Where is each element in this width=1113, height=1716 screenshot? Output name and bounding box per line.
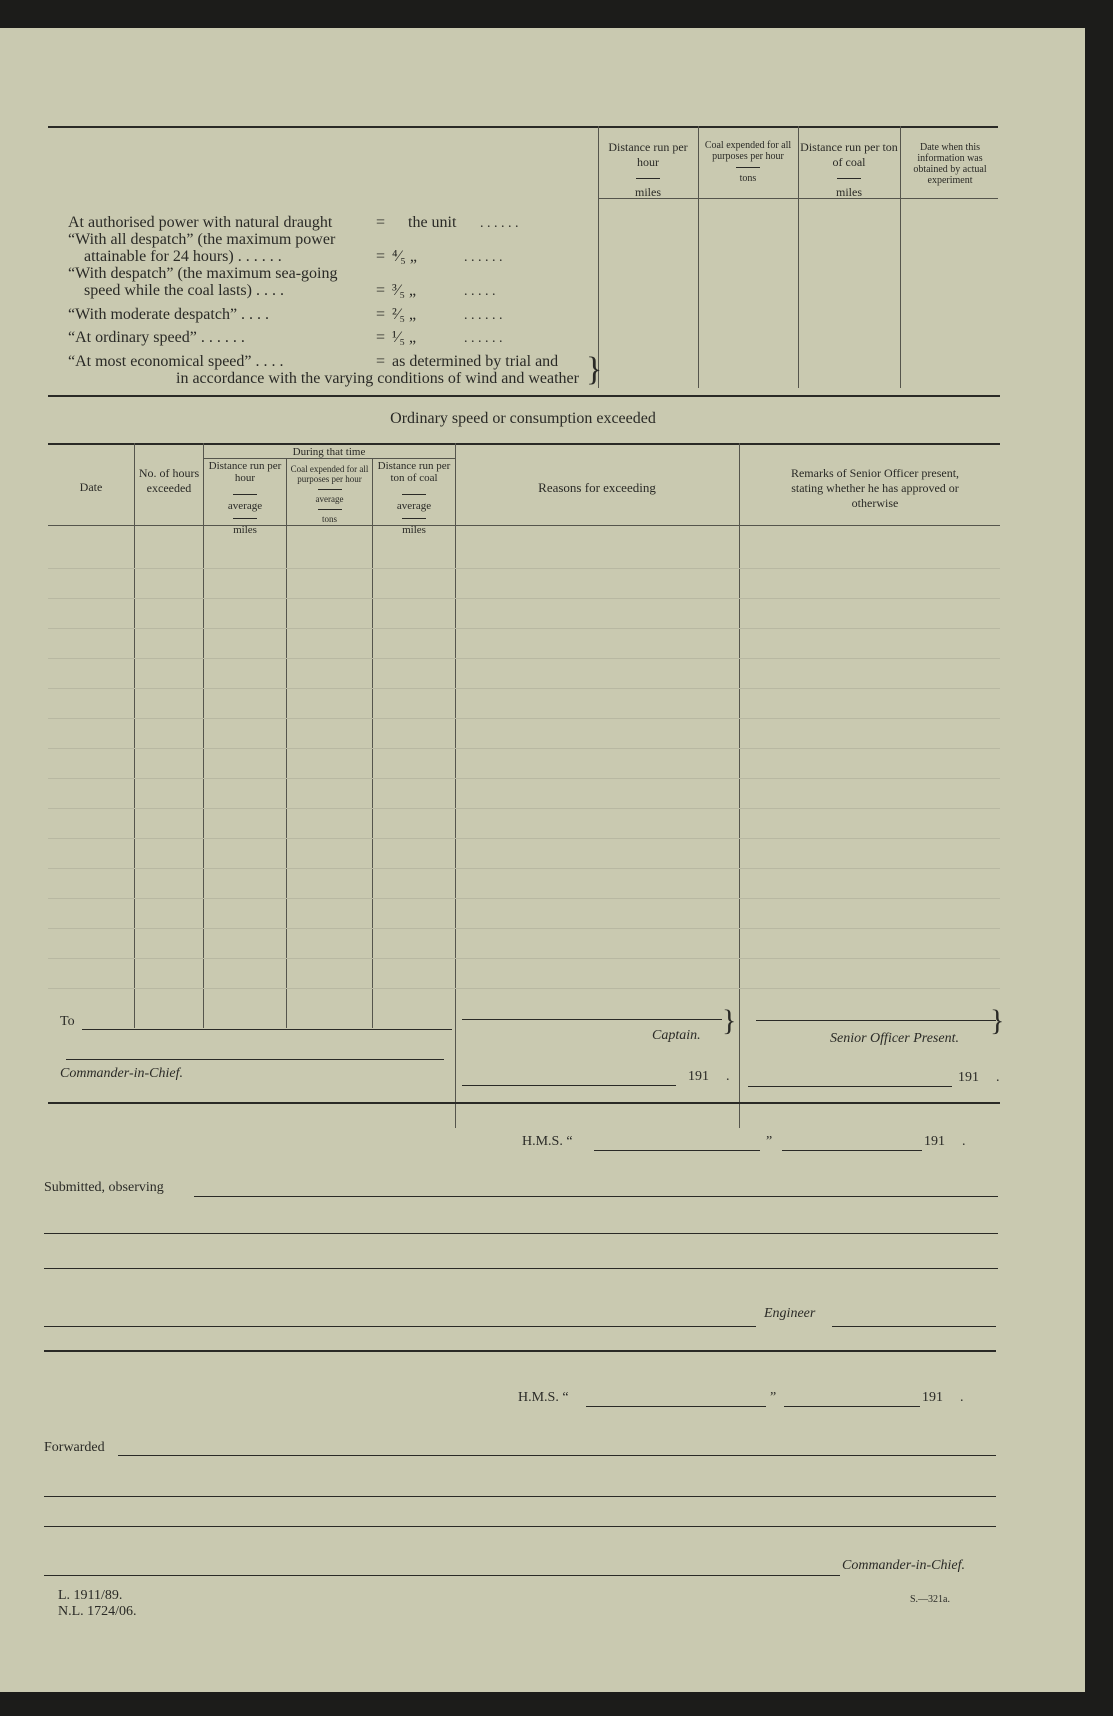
row-value: ³⁄₅ „ <box>392 282 417 299</box>
engineer-label: Engineer <box>764 1306 816 1321</box>
row-value: ¹⁄₅ „ <box>392 329 417 346</box>
col-divider <box>598 126 599 388</box>
commander-in-chief-label: Commander-in-Chief. <box>842 1558 965 1573</box>
col-divider <box>739 443 740 1128</box>
row-value: as determined by trial and <box>392 353 559 370</box>
row-economical-speed: “At most economical speed” . . . . <box>68 353 284 370</box>
col-remarks: Remarks of Senior Officer present, stating whether he has approved or otherwise <box>790 466 960 510</box>
col-divider <box>286 458 287 1028</box>
submitted-line[interactable] <box>44 1326 756 1327</box>
submitted-line[interactable] <box>44 1268 998 1269</box>
captain-date-line <box>462 1085 676 1086</box>
ship-name-line[interactable] <box>594 1150 760 1151</box>
ruled-line <box>48 958 1000 959</box>
date-line[interactable] <box>784 1406 920 1407</box>
header-distance-per-hour: Distance run per hour miles <box>608 140 688 199</box>
row-moderate-despatch: “With moderate despatch” . . . . <box>68 306 270 323</box>
ruled-line <box>48 808 1000 809</box>
row-eq: = <box>376 306 386 323</box>
forwarded-label: Forwarded <box>44 1440 105 1455</box>
to-line <box>82 1029 452 1030</box>
row-dots: . . . . . . <box>480 216 519 231</box>
submitted-line[interactable] <box>194 1196 998 1197</box>
quote-close: ” <box>766 1134 773 1149</box>
header-date-experiment: Date when this information was obtained by actual experiment <box>913 142 987 186</box>
row-despatch-cont: speed while the coal lasts) . . . . <box>84 282 284 299</box>
year: 191 <box>924 1134 945 1149</box>
row-ordinary-speed: “At ordinary speed” . . . . . . <box>68 329 245 346</box>
period: . <box>962 1134 966 1149</box>
ruled-line <box>48 598 1000 599</box>
ruled-line <box>48 658 1000 659</box>
row-despatch: “With despatch” (the maximum sea-going <box>68 265 338 282</box>
row-dots: . . . . . . <box>464 331 503 346</box>
row-all-despatch: “With all despatch” (the maximum power <box>68 231 336 248</box>
top-rule <box>48 126 998 128</box>
row-eq: = <box>376 214 386 231</box>
col-divider <box>698 126 699 388</box>
to-line-2 <box>66 1059 444 1060</box>
section-title: Ordinary speed or consumption exceeded <box>390 410 656 427</box>
date-line[interactable] <box>782 1150 922 1151</box>
row-dots: . . . . . <box>464 284 496 299</box>
submitted-bottom-rule <box>44 1350 996 1352</box>
sop-signature-line <box>756 1020 996 1021</box>
col-reasons: Reasons for exceeding <box>538 480 656 495</box>
row-eq: = <box>376 329 386 346</box>
to-label: To <box>60 1014 75 1029</box>
ruled-line <box>48 778 1000 779</box>
ruled-line <box>48 838 1000 839</box>
col-divider <box>455 443 456 1128</box>
header-coal-per-hour: Coal expended for all purposes per hour tons <box>704 140 792 184</box>
col-date: Date <box>79 480 103 494</box>
ruled-line <box>48 748 1000 749</box>
brace-icon: } <box>990 1004 1005 1037</box>
brace-icon: } <box>722 1004 737 1037</box>
ship-name-line[interactable] <box>586 1406 766 1407</box>
row-value: ⁴⁄₅ „ <box>392 248 417 265</box>
row-eq: = <box>376 282 386 299</box>
row-dots: . . . . . . <box>464 250 503 265</box>
group-header-rule <box>203 458 455 459</box>
form-ref-line2: N.L. 1724/06. <box>58 1604 137 1619</box>
ruled-line <box>48 688 1000 689</box>
col-divider <box>372 458 373 1028</box>
quote-close: ” <box>770 1390 777 1405</box>
col-divider <box>900 126 901 388</box>
forwarded-line[interactable] <box>44 1496 996 1497</box>
row-value: ²⁄₅ „ <box>392 306 417 323</box>
row-value: the unit <box>408 214 457 231</box>
hms-label: H.M.S. “ <box>522 1134 573 1149</box>
row-all-despatch-cont: attainable for 24 hours) . . . . . . <box>84 248 282 265</box>
ruled-line <box>48 568 1000 569</box>
forwarded-line[interactable] <box>44 1575 840 1576</box>
form-code: S.—321a. <box>910 1594 950 1605</box>
year: 191 <box>922 1390 943 1405</box>
col-divider <box>798 126 799 388</box>
col-distance-per-ton: Distance run per ton of coal average miles <box>377 460 451 536</box>
captain-label: Captain. <box>652 1028 701 1043</box>
col-divider <box>203 443 204 1028</box>
submitted-line[interactable] <box>44 1233 998 1234</box>
group-header: During that time <box>292 446 366 458</box>
ruled-line <box>48 898 1000 899</box>
row-economical-cont: in accordance with the varying conditions of wind and weather <box>176 370 579 387</box>
ruled-line <box>48 928 1000 929</box>
submitted-observing-label: Submitted, observing <box>44 1180 164 1195</box>
header-distance-per-ton: Distance run per ton of coal miles <box>800 140 898 199</box>
col-coal-per-hour: Coal expended for all purposes per hour average tons <box>290 464 369 524</box>
col-distance-per-hour: Distance run per hour average miles <box>208 460 282 536</box>
col-divider <box>134 443 135 1028</box>
period: . <box>960 1390 964 1405</box>
forwarded-line[interactable] <box>118 1455 996 1456</box>
forwarded-line[interactable] <box>44 1526 996 1527</box>
hms-label: H.M.S. “ <box>518 1390 569 1405</box>
senior-officer-label: Senior Officer Present. <box>830 1031 959 1046</box>
exceed-header-rule <box>48 525 1000 526</box>
exceed-top-rule <box>48 443 1000 445</box>
captain-year: 191 <box>688 1069 709 1084</box>
period: . <box>726 1069 730 1084</box>
row-eq: = <box>376 248 386 265</box>
row-dots: . . . . . . <box>464 308 503 323</box>
engineer-signature-line[interactable] <box>832 1326 996 1327</box>
col-hours-exceeded: No. of hours exceeded <box>138 466 200 495</box>
ruled-line <box>48 868 1000 869</box>
commander-in-chief-label: Commander-in-Chief. <box>60 1066 183 1081</box>
form-ref-line1: L. 1911/89. <box>58 1588 123 1603</box>
sop-year: 191 <box>958 1070 979 1085</box>
ruled-line <box>48 628 1000 629</box>
top-table-bottom-rule <box>48 395 1000 397</box>
row-eq: = <box>376 353 386 370</box>
brace-icon: } <box>586 351 603 388</box>
row-natural-draught: At authorised power with natural draught <box>68 214 333 231</box>
period: . <box>996 1070 1000 1085</box>
captain-signature-line <box>462 1019 722 1020</box>
ruled-line <box>48 718 1000 719</box>
form-sheet <box>0 28 1085 1692</box>
ruled-line <box>48 988 1000 989</box>
sop-date-line <box>748 1086 952 1087</box>
signature-bottom-rule <box>48 1102 1000 1104</box>
